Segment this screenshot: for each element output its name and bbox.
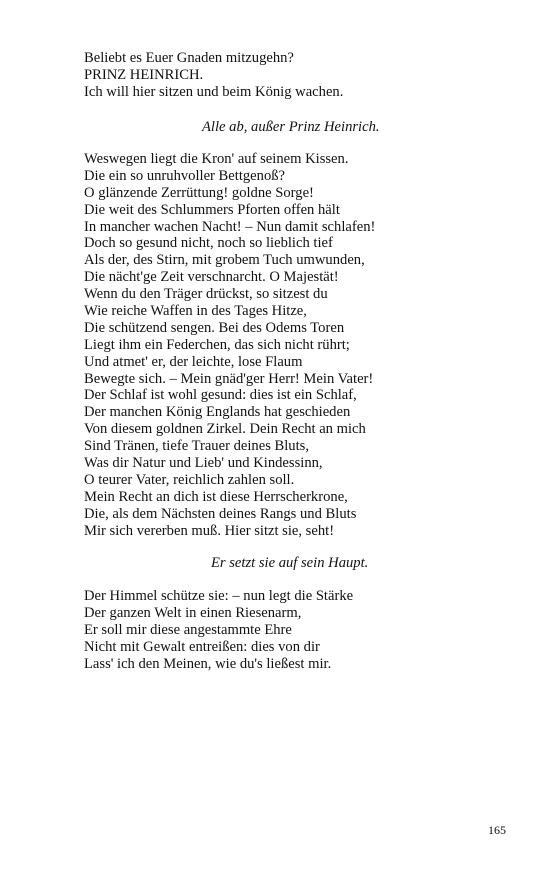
- verse-line: Mir sich vererben muß. Hier sitzt sie, seht!: [84, 522, 335, 539]
- verse-line: O glänzende Zerrüttung! goldne Sorge!: [84, 184, 314, 201]
- verse-line: Als der, des Stirn, mit grobem Tuch umwunden,: [84, 252, 365, 269]
- verse-line: Die nächt'ge Zeit verschnarcht. O Majestät!: [84, 269, 339, 286]
- verse-line: Der manchen König Englands hat geschieden: [84, 404, 351, 421]
- verse-block-monologue: [84, 151, 414, 539]
- verse-line: Lass' ich den Meinen, wie du's ließest mir.: [84, 655, 332, 672]
- speaker-name: PRINZ HEINRICH.: [84, 66, 204, 83]
- verse-line: Wenn du den Träger drückst, so sitzest du: [84, 286, 328, 303]
- verse-line: Ich will hier sitzen und beim König wachen.: [84, 83, 344, 100]
- verse-line: Nicht mit Gewalt entreißen: dies von dir: [84, 638, 320, 655]
- verse-block-opening: [84, 50, 414, 101]
- verse-line: Die ein so unruhvoller Bettgenoß?: [84, 167, 286, 184]
- page-number: 165: [488, 823, 506, 837]
- verse-line: Von diesem goldnen Zirkel. Dein Recht an mich: [84, 421, 366, 438]
- verse-block-closing: [84, 588, 414, 672]
- verse-line: Und atmet' er, der leichte, lose Flaum: [84, 353, 303, 370]
- stage-direction: Alle ab, außer Prinz Heinrich.: [202, 119, 380, 135]
- verse-line: Sind Tränen, tiefe Trauer deines Bluts,: [84, 438, 309, 455]
- verse-line: Die weit des Schlummers Pforten offen hält: [84, 201, 340, 218]
- verse-line: Weswegen liegt die Kron' auf seinem Kissen.: [84, 151, 349, 167]
- stage-direction: Er setzt sie auf sein Haupt.: [211, 555, 369, 571]
- verse-line: Wie reiche Waffen in des Tages Hitze,: [84, 303, 307, 320]
- verse-line: Die, als dem Nächsten deines Rangs und Bluts: [84, 505, 357, 522]
- verse-line: Bewegte sich. – Mein gnäd'ger Herr! Mein Vater!: [84, 370, 374, 387]
- verse-line: Beliebt es Euer Gnaden mitzugehn?: [84, 50, 294, 66]
- verse-line: Liegt ihm ein Federchen, das sich nicht rührt;: [84, 336, 350, 353]
- verse-line: Der Himmel schütze sie: – nun legt die Stärke: [84, 588, 354, 604]
- verse-line: Der ganzen Welt in einen Riesenarm,: [84, 604, 302, 621]
- verse-line: Doch so gesund nicht, noch so lieblich tief: [84, 235, 333, 252]
- verse-line: In mancher wachen Nacht! – Nun damit schlafen!: [84, 218, 376, 235]
- verse-line: Was dir Natur und Lieb' und Kindessinn,: [84, 455, 323, 472]
- verse-line: Mein Recht an dich ist diese Herrscherkrone,: [84, 488, 348, 505]
- verse-line: Er soll mir diese angestammte Ehre: [84, 621, 292, 638]
- verse-line: Die schützend sengen. Bei des Odems Toren: [84, 319, 345, 336]
- verse-line: O teurer Vater, reichlich zahlen soll.: [84, 471, 295, 488]
- verse-line: Der Schlaf ist wohl gesund: dies ist ein Schlaf,: [84, 387, 357, 404]
